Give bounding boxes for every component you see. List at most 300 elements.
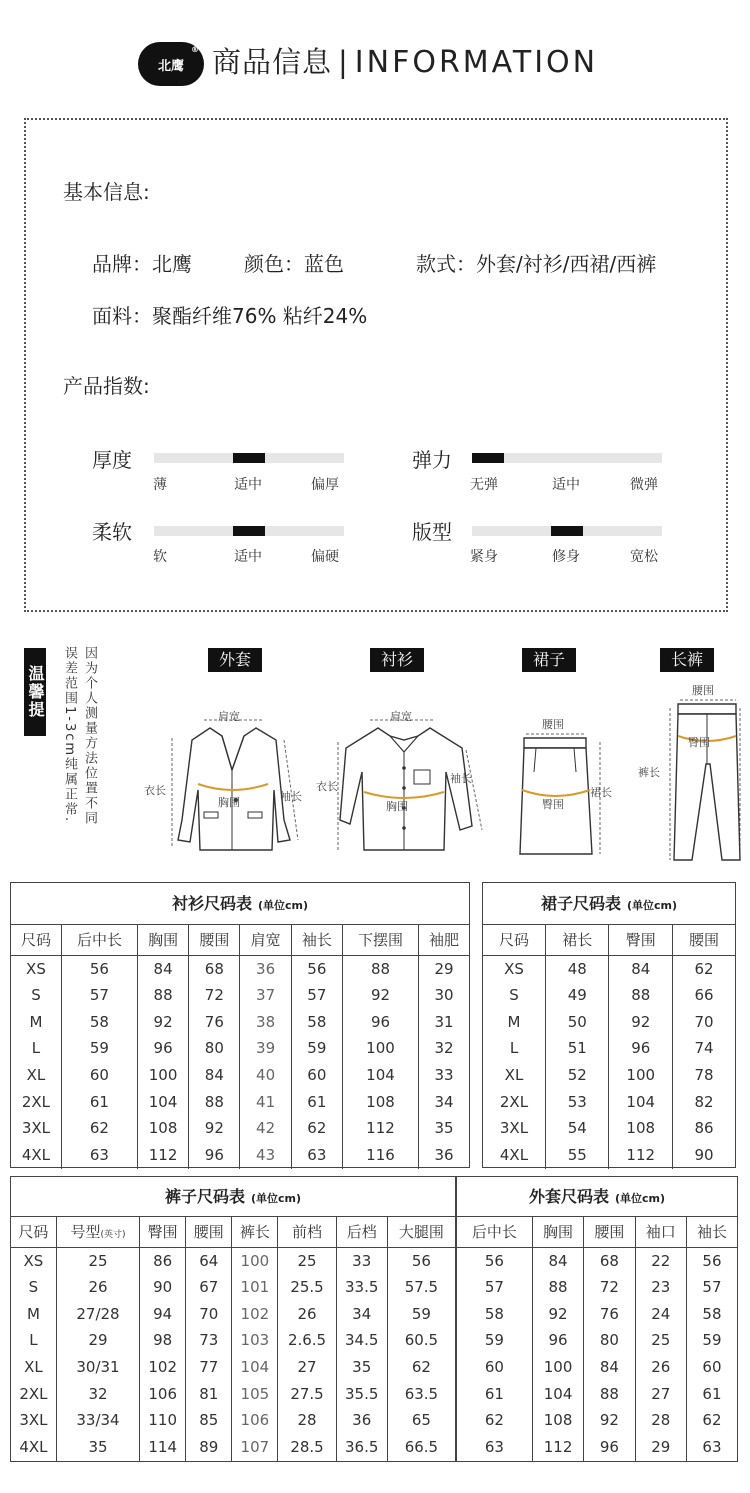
table-cell: 62 xyxy=(291,1115,342,1142)
table-cell: L xyxy=(483,1035,545,1062)
table-cell: 40 xyxy=(240,1062,291,1089)
table-cell: 65 xyxy=(411,1411,431,1430)
table-row xyxy=(11,1115,469,1142)
table-cell: 28 xyxy=(278,1407,336,1434)
table-cell: 112 xyxy=(532,1434,583,1461)
table-row xyxy=(11,1247,455,1274)
table-cell: 25.5 xyxy=(278,1274,336,1301)
table-header-cell: 胸围 xyxy=(532,1217,583,1247)
table-cell: M xyxy=(11,1300,56,1327)
table-cell: 108 xyxy=(137,1115,188,1142)
table-cell: 33.5 xyxy=(336,1274,387,1301)
table-cell: 73 xyxy=(186,1327,232,1354)
brand-logo xyxy=(138,42,204,86)
table-cell: 64 xyxy=(186,1247,232,1274)
table-header-cell: 胸围 xyxy=(137,925,188,955)
table-cell: 56 xyxy=(291,955,342,982)
table-cell: 48 xyxy=(545,955,609,982)
pants-table-title xyxy=(11,1177,455,1217)
label-length: 衣长 xyxy=(316,780,338,793)
table-header-cell: 袖长 xyxy=(291,925,342,955)
table-unit: (单位cm) xyxy=(614,1192,666,1205)
page-header xyxy=(0,36,750,86)
table-cell: 50 xyxy=(545,1008,609,1035)
table-row xyxy=(11,1300,455,1327)
table-cell: 60 xyxy=(702,1358,722,1377)
table-cell: 56 xyxy=(702,1251,722,1270)
table-row xyxy=(11,1008,469,1035)
table-cell: 62 xyxy=(457,1407,532,1434)
table-cell: 26 xyxy=(56,1274,139,1301)
table-header-row xyxy=(11,1217,455,1247)
title-en: INFORMATION xyxy=(354,45,599,80)
metric-bar-softness xyxy=(154,526,344,536)
shirt-table xyxy=(11,925,469,1169)
table-row xyxy=(11,955,469,982)
label-shoulder: 肩宽 xyxy=(390,710,412,723)
pants-size-table xyxy=(10,1176,456,1462)
table-cell: 107 xyxy=(232,1434,278,1461)
table-cell: 76 xyxy=(189,1008,240,1035)
header-sub: (英寸) xyxy=(100,1230,126,1241)
table-header-cell: 尺码 xyxy=(11,1217,56,1247)
table-cell: 62 xyxy=(694,959,714,978)
table-cell: 61 xyxy=(291,1088,342,1115)
table-cell: 84 xyxy=(189,1062,240,1089)
garment-title-shirt: 衬衫 xyxy=(370,648,424,672)
table-cell: 25 xyxy=(56,1247,139,1274)
table-cell: 38 xyxy=(240,1008,291,1035)
label-length: 裤长 xyxy=(638,766,660,779)
table-cell: S xyxy=(11,982,61,1009)
table-cell: 58 xyxy=(61,1008,137,1035)
table-cell: 3XL xyxy=(483,1115,545,1142)
metric-tick: 修身 xyxy=(552,549,580,565)
table-header-cell: 裤长 xyxy=(232,1217,278,1247)
table-cell: 27 xyxy=(278,1354,336,1381)
logo-text: 北鹰 xyxy=(157,58,184,74)
table-cell: 92 xyxy=(609,1008,673,1035)
metric-level-fit xyxy=(551,526,583,536)
garment-title-pants: 长裤 xyxy=(660,648,714,672)
fabric-text: 面料：聚酯纤维76% 粘纤24% xyxy=(92,304,368,328)
registered-mark: ® xyxy=(191,45,199,54)
table-cell: 57 xyxy=(702,1278,722,1297)
table-cell: 30 xyxy=(434,986,454,1005)
table-row xyxy=(483,982,735,1009)
table-header-cell: 尺码 xyxy=(483,925,545,955)
table-cell: 66 xyxy=(694,986,714,1005)
table-cell: 60.5 xyxy=(404,1331,439,1350)
table-cell: 100 xyxy=(137,1062,188,1089)
table-header-cell: 后中长 xyxy=(61,925,137,955)
table-cell: 24 xyxy=(635,1300,686,1327)
table-row xyxy=(11,1380,455,1407)
table-title-text: 裙子尺码表 xyxy=(540,894,621,913)
table-cell: 70 xyxy=(186,1300,232,1327)
style-text: 款式：外套/衬衫/西裙/西裤 xyxy=(416,252,657,276)
table-cell: 74 xyxy=(694,1039,714,1058)
table-cell: 92 xyxy=(342,982,418,1009)
table-cell: 30/31 xyxy=(56,1354,139,1381)
skirt-size-table xyxy=(482,882,736,1168)
table-cell: 32 xyxy=(434,1039,454,1058)
table-cell: 51 xyxy=(545,1035,609,1062)
table-cell: 84 xyxy=(609,955,673,982)
table-cell: 59 xyxy=(61,1035,137,1062)
table-cell: 59 xyxy=(702,1331,722,1350)
table-cell: 98 xyxy=(140,1327,186,1354)
metric-level-thickness xyxy=(233,453,265,463)
table-cell: 112 xyxy=(137,1142,188,1169)
table-cell: 96 xyxy=(137,1035,188,1062)
metric-tick: 适中 xyxy=(234,549,262,565)
table-row xyxy=(11,1407,455,1434)
table-cell: 67 xyxy=(186,1274,232,1301)
table-cell: 2XL xyxy=(11,1380,56,1407)
table-cell: 61 xyxy=(702,1384,722,1403)
table-header-cell: 后中长 xyxy=(457,1217,532,1247)
metric-level-softness xyxy=(233,526,265,536)
table-cell: 33/34 xyxy=(56,1407,139,1434)
table-cell: 52 xyxy=(545,1062,609,1089)
table-header-cell: 袖长 xyxy=(686,1217,737,1247)
table-cell: 41 xyxy=(240,1088,291,1115)
table-row xyxy=(483,1062,735,1089)
table-unit: (单位cm) xyxy=(250,1192,302,1205)
table-cell: 22 xyxy=(635,1247,686,1274)
table-cell: 59 xyxy=(411,1304,431,1323)
table-cell: 63 xyxy=(702,1438,722,1457)
table-header-cell: 腰围 xyxy=(584,1217,635,1247)
table-cell: 36 xyxy=(336,1407,387,1434)
table-cell: 100 xyxy=(232,1247,278,1274)
table-cell: 89 xyxy=(186,1434,232,1461)
table-cell: 58 xyxy=(457,1300,532,1327)
table-cell: 3XL xyxy=(11,1115,61,1142)
table-cell: 32 xyxy=(56,1380,139,1407)
table-cell: 29 xyxy=(56,1327,139,1354)
metric-tick: 适中 xyxy=(234,477,262,493)
metric-tick: 偏硬 xyxy=(311,549,339,565)
table-cell: 88 xyxy=(342,955,418,982)
table-cell: 27.5 xyxy=(278,1380,336,1407)
metric-label-thickness: 厚度 xyxy=(92,448,132,472)
table-cell: 84 xyxy=(532,1247,583,1274)
table-header-cell: 腰围 xyxy=(189,925,240,955)
table-cell: 80 xyxy=(189,1035,240,1062)
table-row xyxy=(457,1274,737,1301)
header-main: 号型 xyxy=(70,1223,101,1242)
table-cell: 77 xyxy=(186,1354,232,1381)
table-cell: M xyxy=(11,1008,61,1035)
table-cell: 33 xyxy=(336,1247,387,1274)
table-cell: 2.6.5 xyxy=(278,1327,336,1354)
table-cell: 35.5 xyxy=(336,1380,387,1407)
table-cell: 42 xyxy=(240,1115,291,1142)
table-cell: 70 xyxy=(694,1012,714,1031)
table-row xyxy=(457,1380,737,1407)
table-unit: (单位cm) xyxy=(257,899,309,912)
shirt-illustration xyxy=(316,700,492,865)
table-row xyxy=(11,1062,469,1089)
table-cell: 102 xyxy=(140,1354,186,1381)
table-cell: 66.5 xyxy=(404,1438,439,1457)
table-cell: XS xyxy=(483,955,545,982)
table-cell: L xyxy=(11,1327,56,1354)
table-header-cell: 袖口 xyxy=(635,1217,686,1247)
table-cell: 86 xyxy=(140,1247,186,1274)
table-header-row xyxy=(11,925,469,955)
table-unit: (单位cm) xyxy=(626,899,678,912)
metric-tick: 软 xyxy=(153,549,167,565)
table-cell: 58 xyxy=(702,1304,722,1323)
table-cell: 105 xyxy=(232,1380,278,1407)
skirt-table-title xyxy=(483,883,735,925)
table-cell: 56 xyxy=(457,1247,532,1274)
jacket-table xyxy=(457,1217,737,1461)
table-cell: 28 xyxy=(635,1407,686,1434)
table-cell: 82 xyxy=(694,1092,714,1111)
table-cell: 110 xyxy=(140,1407,186,1434)
table-cell: 63 xyxy=(457,1434,532,1461)
pants-illustration xyxy=(636,680,746,866)
table-cell: 33 xyxy=(434,1066,454,1085)
table-cell: 60 xyxy=(457,1354,532,1381)
table-header-row xyxy=(457,1217,737,1247)
table-cell: 28.5 xyxy=(278,1434,336,1461)
table-row xyxy=(457,1434,737,1461)
tip-badge: 温馨提示： xyxy=(24,648,46,736)
table-row xyxy=(457,1247,737,1274)
table-row xyxy=(457,1407,737,1434)
metric-level-elasticity xyxy=(472,453,504,463)
table-cell: XL xyxy=(483,1062,545,1089)
table-cell: 104 xyxy=(532,1380,583,1407)
table-cell: 101 xyxy=(232,1274,278,1301)
table-cell: 61 xyxy=(61,1088,137,1115)
table-cell: 106 xyxy=(140,1380,186,1407)
table-cell: 39 xyxy=(240,1035,291,1062)
metric-tick: 偏厚 xyxy=(311,477,339,493)
product-info-box xyxy=(24,118,728,612)
table-cell: 108 xyxy=(532,1407,583,1434)
table-cell: 108 xyxy=(609,1115,673,1142)
table-cell: 3XL xyxy=(11,1407,56,1434)
table-cell: 61 xyxy=(457,1380,532,1407)
table-cell: 56 xyxy=(61,955,137,982)
table-cell: 103 xyxy=(232,1327,278,1354)
table-cell: 62 xyxy=(61,1115,137,1142)
table-cell: 62 xyxy=(411,1358,431,1377)
jacket-icon xyxy=(152,700,312,865)
table-cell: 58 xyxy=(291,1008,342,1035)
metric-tick: 微弹 xyxy=(630,477,658,493)
table-cell: 36 xyxy=(434,1146,454,1165)
table-title-text: 外套尺码表 xyxy=(528,1187,609,1206)
table-header-row xyxy=(483,925,735,955)
table-cell: 90 xyxy=(694,1146,714,1165)
color-text: 颜色：蓝色 xyxy=(244,252,344,276)
table-row xyxy=(483,1008,735,1035)
table-header-cell: 肩宽 xyxy=(240,925,291,955)
table-cell: 80 xyxy=(584,1327,635,1354)
table-cell: 34.5 xyxy=(336,1327,387,1354)
table-cell: XS xyxy=(11,1247,56,1274)
table-cell: 100 xyxy=(532,1354,583,1381)
table-cell: 53 xyxy=(545,1088,609,1115)
table-cell: 29 xyxy=(434,959,454,978)
table-cell: 60 xyxy=(61,1062,137,1089)
table-cell: 112 xyxy=(342,1115,418,1142)
label-chest: 胸围 xyxy=(386,800,408,813)
label-hip: 臀围 xyxy=(688,736,710,749)
label-sleeve: 袖长 xyxy=(280,790,302,803)
table-cell: 85 xyxy=(186,1407,232,1434)
skirt-table xyxy=(483,925,735,1169)
table-cell: 34 xyxy=(434,1092,454,1111)
table-cell: 88 xyxy=(532,1274,583,1301)
table-row xyxy=(11,1035,469,1062)
table-cell: XL xyxy=(11,1354,56,1381)
table-cell: 4XL xyxy=(11,1434,56,1461)
table-cell: 104 xyxy=(232,1354,278,1381)
table-cell: 68 xyxy=(189,955,240,982)
label-chest: 胸围 xyxy=(218,796,240,809)
table-cell: 26 xyxy=(278,1300,336,1327)
table-cell: 59 xyxy=(291,1035,342,1062)
metric-label-softness: 柔软 xyxy=(92,520,132,544)
table-header-cell: 前档 xyxy=(278,1217,336,1247)
table-cell: 96 xyxy=(532,1327,583,1354)
metric-bar-thickness xyxy=(154,453,344,463)
table-cell: XL xyxy=(11,1062,61,1089)
table-cell: 92 xyxy=(532,1300,583,1327)
table-cell: 100 xyxy=(609,1062,673,1089)
product-index-heading: 产品指数: xyxy=(63,374,150,398)
table-cell: 25 xyxy=(278,1247,336,1274)
table-cell: 2XL xyxy=(11,1088,61,1115)
table-cell: 49 xyxy=(545,982,609,1009)
shirt-table-title xyxy=(11,883,469,925)
garment-title-jacket: 外套 xyxy=(208,648,262,672)
table-cell: 63 xyxy=(61,1142,137,1169)
table-cell: 108 xyxy=(342,1088,418,1115)
skirt-illustration xyxy=(512,712,622,862)
metric-label-fit: 版型 xyxy=(412,520,452,544)
table-cell: 25 xyxy=(635,1327,686,1354)
table-cell: 54 xyxy=(545,1115,609,1142)
table-cell: 31 xyxy=(434,1012,454,1031)
table-cell: 34 xyxy=(336,1300,387,1327)
metric-bar-elasticity xyxy=(472,453,662,463)
brand-text: 品牌：北鹰 xyxy=(92,252,192,276)
table-cell: 112 xyxy=(609,1142,673,1169)
table-cell: 88 xyxy=(609,982,673,1009)
table-cell: 88 xyxy=(584,1380,635,1407)
pants-table xyxy=(11,1217,455,1461)
table-cell: 96 xyxy=(189,1142,240,1169)
table-cell: 26 xyxy=(635,1354,686,1381)
table-cell: 60 xyxy=(291,1062,342,1089)
label-shoulder: 肩宽 xyxy=(218,710,240,723)
table-cell: 76 xyxy=(584,1300,635,1327)
table-cell: 27/28 xyxy=(56,1300,139,1327)
table-cell: 96 xyxy=(342,1008,418,1035)
tip-text-1: 因为个人测量方法位置不同 xyxy=(82,646,97,826)
table-cell: 78 xyxy=(694,1066,714,1085)
title-separator: | xyxy=(338,45,349,79)
metric-tick: 紧身 xyxy=(470,549,498,565)
table-cell: 4XL xyxy=(11,1142,61,1169)
table-cell: 84 xyxy=(584,1354,635,1381)
table-cell: 86 xyxy=(694,1119,714,1138)
table-cell: 114 xyxy=(140,1434,186,1461)
tip-text-2: 误差范围1-3cm纯属正常. xyxy=(62,646,77,824)
table-cell: 106 xyxy=(232,1407,278,1434)
table-row xyxy=(11,1354,455,1381)
table-cell: L xyxy=(11,1035,61,1062)
table-row xyxy=(483,1035,735,1062)
table-row xyxy=(483,1115,735,1142)
garment-title-skirt: 裙子 xyxy=(522,648,576,672)
table-header-cell: 腰围 xyxy=(186,1217,232,1247)
table-row xyxy=(11,1142,469,1169)
jacket-illustration xyxy=(144,700,312,865)
label-waist: 腰围 xyxy=(692,684,714,697)
table-cell: 88 xyxy=(137,982,188,1009)
table-header-cell: 臀围 xyxy=(140,1217,186,1247)
table-header-cell: 大腿围 xyxy=(387,1217,455,1247)
table-cell: S xyxy=(11,1274,56,1301)
table-cell: 37 xyxy=(240,982,291,1009)
table-cell: 35 xyxy=(434,1119,454,1138)
table-cell: 36 xyxy=(240,955,291,982)
table-cell: 102 xyxy=(232,1300,278,1327)
table-cell: 72 xyxy=(189,982,240,1009)
basic-info-heading: 基本信息: xyxy=(63,180,150,204)
metric-tick: 宽松 xyxy=(630,549,658,565)
table-row xyxy=(483,1088,735,1115)
label-waist: 腰围 xyxy=(542,718,564,731)
table-cell: 104 xyxy=(609,1088,673,1115)
table-cell: 4XL xyxy=(483,1142,545,1169)
label-hip: 臀围 xyxy=(542,798,564,811)
table-cell: 100 xyxy=(342,1035,418,1062)
table-cell: 94 xyxy=(140,1300,186,1327)
table-cell: 35 xyxy=(56,1434,139,1461)
table-cell: 57 xyxy=(291,982,342,1009)
table-cell: 92 xyxy=(137,1008,188,1035)
table-cell: 96 xyxy=(609,1035,673,1062)
table-cell: 57 xyxy=(61,982,137,1009)
table-cell: 55 xyxy=(545,1142,609,1169)
table-header-cell: 腰围 xyxy=(672,925,735,955)
table-row xyxy=(483,955,735,982)
table-cell: 116 xyxy=(342,1142,418,1169)
page-title xyxy=(212,40,598,81)
table-cell: 35 xyxy=(336,1354,387,1381)
table-cell: 88 xyxy=(189,1088,240,1115)
table-cell: 59 xyxy=(457,1327,532,1354)
table-header-cell xyxy=(56,1217,139,1247)
shirt-size-table xyxy=(10,882,470,1168)
table-title-text: 衬衫尺码表 xyxy=(171,894,252,913)
metric-tick: 无弹 xyxy=(470,477,498,493)
title-cn: 商品信息 xyxy=(212,45,333,79)
table-row xyxy=(11,1088,469,1115)
table-cell: 57.5 xyxy=(404,1278,439,1297)
